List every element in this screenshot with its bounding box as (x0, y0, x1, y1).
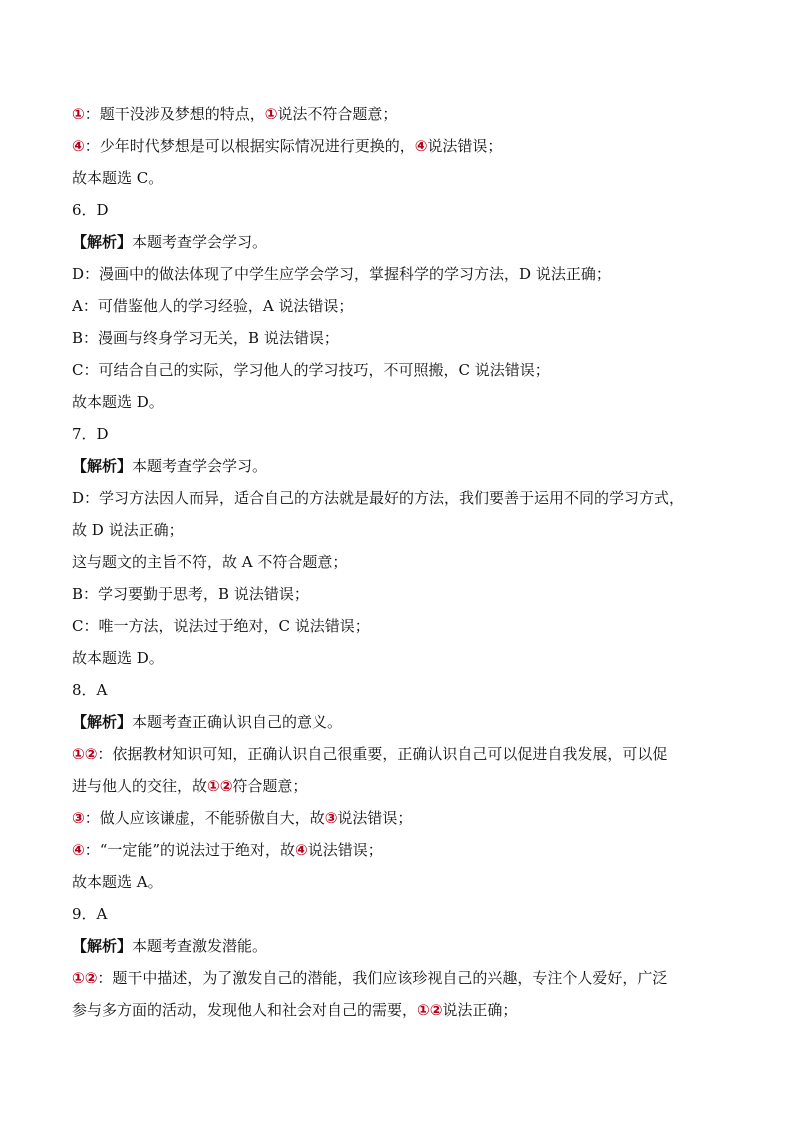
option-marker: ①② (72, 969, 98, 987)
analysis-line (72, 706, 722, 738)
question-answer: 9．A (72, 905, 108, 923)
line-text: 说法错误； (427, 137, 503, 155)
option-line (72, 802, 722, 834)
explanation-line: D：漫画中的做法体现了中学生应学会学习，掌握科学的学习方法，D 说法正确； (72, 265, 611, 283)
line-text: ：做人应该谦虚，不能骄傲自大，故 (84, 809, 325, 827)
option-marker: ①② (417, 1001, 443, 1019)
option-marker: ④ (414, 137, 428, 155)
line-text: 说法错误； (307, 841, 383, 859)
option-marker: ④ (295, 841, 308, 859)
line-text: 本题考查学会学习。 (132, 233, 268, 251)
option-line (72, 738, 722, 770)
question-answer: 8．A (72, 681, 108, 699)
line-text: 本题考查激发潜能。 (132, 937, 268, 955)
line-text: 说法错误； (337, 809, 413, 827)
option-line (72, 770, 722, 802)
conclusion-line: 故本题选 C。 (72, 169, 164, 187)
explanation-line: D：学习方法因人而异，适合自己的方法就是最好的方法，我们要善于运用不同的学习方式， (72, 489, 685, 507)
line-text: 本题考查学会学习。 (132, 457, 268, 475)
explanation-line: A：可借鉴他人的学习经验，A 说法错误； (72, 297, 354, 315)
line-text: ：依据教材知识可知，正确认识自己很重要，正确认识自己可以促进自我发展，可以促 (97, 745, 668, 763)
option-marker: ① (264, 105, 278, 123)
explanation-line: B：漫画与终身学习无关，B 说法错误； (72, 329, 339, 347)
line-text: ：“一定能”的说法过于绝对，故 (84, 841, 296, 859)
analysis-label: 【解析】 (72, 233, 133, 251)
line-text: ：题干中描述，为了激发自己的潜能，我们应该珍视自己的兴趣，专注个人爱好，广泛 (97, 969, 668, 987)
explanation-line: 这与题文的主旨不符，故 A 不符合题意； (72, 553, 348, 571)
option-line (72, 130, 722, 162)
option-marker: ③ (72, 809, 85, 827)
option-marker: ①② (72, 745, 98, 763)
option-marker: ① (72, 105, 85, 123)
explanation-line: C：唯一方法，说法过于绝对，C 说法错误； (72, 617, 370, 635)
option-line (72, 834, 722, 866)
analysis-line (72, 450, 722, 482)
document-page (72, 98, 722, 1026)
line-text: ：少年时代梦想是可以根据实际情况进行更换的， (84, 137, 415, 155)
analysis-label: 【解析】 (72, 937, 133, 955)
line-text: 说法正确； (442, 1001, 518, 1019)
option-marker: ①② (207, 777, 233, 795)
option-line (72, 98, 722, 130)
option-line (72, 962, 722, 994)
option-line (72, 994, 722, 1026)
analysis-label: 【解析】 (72, 713, 133, 731)
analysis-line (72, 226, 722, 258)
line-text: 说法不符合题意； (277, 105, 398, 123)
question-answer: 6．D (72, 201, 109, 219)
line-text: ：题干没涉及梦想的特点， (84, 105, 265, 123)
line-text: 符合题意； (232, 777, 308, 795)
conclusion-line: 故本题选 D。 (72, 393, 164, 411)
conclusion-line: 故本题选 D。 (72, 649, 164, 667)
explanation-line: B：学习要勤于思考，B 说法错误； (72, 585, 309, 603)
option-marker: ④ (72, 841, 85, 859)
line-text: 进与他人的交往，故 (72, 777, 208, 795)
analysis-label: 【解析】 (72, 457, 133, 475)
option-marker: ③ (324, 809, 338, 827)
option-marker: ④ (72, 137, 85, 155)
explanation-line: C：可结合自己的实际，学习他人的学习技巧，不可照搬，C 说法错误； (72, 361, 550, 379)
line-text: 本题考查正确认识自己的意义。 (132, 713, 343, 731)
conclusion-line: 故本题选 A。 (72, 873, 163, 891)
analysis-line (72, 930, 722, 962)
line-text: 参与多方面的活动，发现他人和社会对自己的需要， (72, 1001, 418, 1019)
explanation-line: 故 D 说法正确； (72, 521, 184, 539)
question-answer: 7．D (72, 425, 109, 443)
